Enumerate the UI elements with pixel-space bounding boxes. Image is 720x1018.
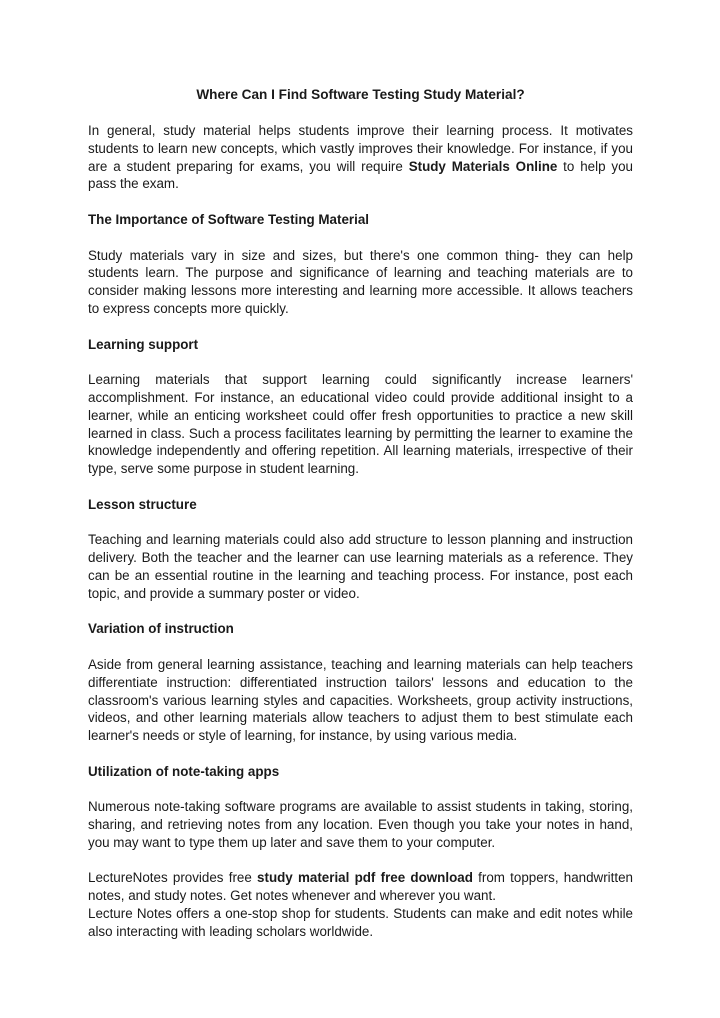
section-body-lesson-structure: Teaching and learning materials could also add structure to lesson planning and instruction delivery. Both the teacher and the learner can use learning materials as a reference. They can be an essential routine in the learning and teaching process. For instance, post each topic, and provide a summary poster or video. bbox=[88, 532, 633, 601]
section-body-learning-support: Learning materials that support learning could significantly increase learners' accomplishment. For instance, an educational video could provide additional insight to a learner, while an enticing worksheet could offer fresh opportunities to practice a new skill learned in class. Such a process facilitates learning by permitting the learner to examine the knowledge independently and offering repetition. All learning materials, irrespective of their type, serve some purpose in student learning. bbox=[88, 372, 633, 477]
section-heading-variation: Variation of instruction bbox=[88, 621, 234, 637]
document-title: Where Can I Find Software Testing Study Material? bbox=[196, 87, 525, 102]
section-heading-note-taking: Utilization of note-taking apps bbox=[88, 763, 280, 779]
study-materials-online-highlight: Study Materials Online bbox=[408, 158, 558, 174]
intro-paragraph bbox=[88, 122, 633, 193]
closing-paragraph-2: Lecture Notes offers a one-stop shop for students. Students can make and edit notes while also interacting with leading scholars worldwide. bbox=[88, 906, 633, 939]
document-page bbox=[88, 86, 633, 941]
closing-text-start: LectureNotes provides free bbox=[88, 870, 258, 886]
study-material-download-highlight: study material pdf free download bbox=[257, 870, 473, 886]
section-body-variation: Aside from general learning assistance, teaching and learning materials can help teachers differentiate instruction: differentiated instruction tailors' lessons and education to the classroom's various learning styles and capacities. Worksheets, group activity instructions, videos, and other learning materials allow teachers to adjust them to best stimulate each learner's needs or style of learning, for instance, by using various media. bbox=[88, 656, 633, 744]
section-body-importance: Study materials vary in size and sizes, but there's one common thing- they can help students learn. The purpose and significance of learning and teaching materials are to consider making lessons more interesting and learning more accessible. It allows teachers to express concepts more quickly. bbox=[88, 247, 633, 316]
intro-text-start: In general, study material helps students improve their learning process. It motivates students to learn new concepts, which vastly improves their knowledge. For instance, if you are a student preparing for exams, you will require bbox=[88, 123, 633, 174]
section-heading-importance: The Importance of Software Testing Material bbox=[88, 211, 369, 227]
section-heading-learning-support: Learning support bbox=[88, 336, 199, 352]
closing-paragraph bbox=[88, 869, 633, 905]
closing-text-end: from toppers, handwritten notes, and study notes. Get notes whenever and wherever you want. bbox=[88, 870, 633, 904]
section-heading-lesson-structure: Lesson structure bbox=[88, 496, 197, 512]
intro-text-end: to help you pass the exam. bbox=[88, 158, 633, 192]
section-body-note-taking: Numerous note-taking software programs are available to assist students in taking, storing, sharing, and retrieving notes from any location. Even though you take your notes in hand, you may want to type them up later and save them to your computer. bbox=[88, 799, 633, 850]
